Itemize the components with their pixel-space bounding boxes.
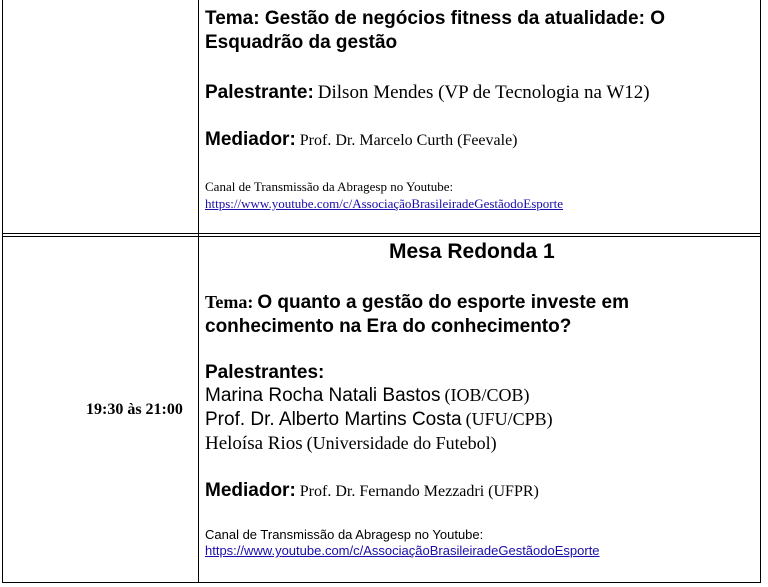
mediador-label: Mediador: (205, 129, 296, 150)
time-slot: 19:30 às 21:00 (86, 401, 183, 418)
canal-text: Canal de Transmissão da Abragesp no Youtube: (205, 179, 454, 194)
mediador-value: Prof. Dr. Marcelo Curth (Feevale) (299, 132, 518, 149)
palestrante-line (205, 82, 650, 104)
youtube-channel-link[interactable]: https://www.youtube.com/c/AssociaçãoBrasileiradeGestãodoEsporte (205, 196, 564, 211)
palestrante-value: Dilson Mendes (VP de Tecnologia na W12) (317, 82, 650, 103)
table-row-divider (2, 233, 761, 234)
speaker-org: (Universidade do Futebol) (306, 433, 497, 453)
tema-label-2: Tema: (205, 292, 254, 312)
speaker-name: Prof. Dr. Alberto Martins Costa (205, 409, 462, 430)
tema-text-2-continued: conhecimento na Era do conhecimento? (205, 316, 572, 337)
mediador-line (205, 129, 518, 151)
tema-heading (205, 8, 665, 30)
speaker-1 (205, 385, 530, 407)
speaker-name: Marina Rocha Natali Bastos (205, 385, 441, 406)
canal-text-2: Canal de Transmissão da Abragesp no Youtube: (205, 527, 484, 542)
table-border-bottom (2, 582, 761, 583)
tema-label: Tema: (205, 8, 260, 29)
tema-text-2: O quanto a gestão do esporte investe em (257, 292, 629, 313)
table-row-divider-inner (2, 236, 761, 237)
table-column-divider (198, 0, 199, 583)
speaker-2 (205, 409, 553, 431)
palestrantes-label: Palestrantes: (205, 362, 325, 383)
speaker-org: (UFU/CPB) (465, 409, 553, 429)
mediador-line-2 (205, 480, 539, 502)
speaker-name: Heloísa Rios (205, 433, 303, 454)
table-border-right (760, 0, 761, 583)
tema-text: Gestão de negócios fitness da atualidade: O (264, 8, 665, 29)
tema-heading-2 (205, 292, 629, 314)
speaker-org: (IOB/COB) (444, 385, 530, 405)
mesa-heading: Mesa Redonda 1 (389, 240, 555, 263)
mediador-value-2: Prof. Dr. Fernando Mezzadri (UFPR) (299, 483, 539, 500)
tema-text-continued: Esquadrão da gestão (205, 32, 398, 53)
table-border-left (2, 0, 3, 583)
mediador-label-2: Mediador: (205, 480, 296, 501)
palestrante-label: Palestrante: (205, 82, 314, 103)
youtube-channel-link-2[interactable]: https://www.youtube.com/c/AssociaçãoBrasileiradeGestãodoEsporte (205, 543, 600, 558)
speaker-3 (205, 433, 497, 455)
